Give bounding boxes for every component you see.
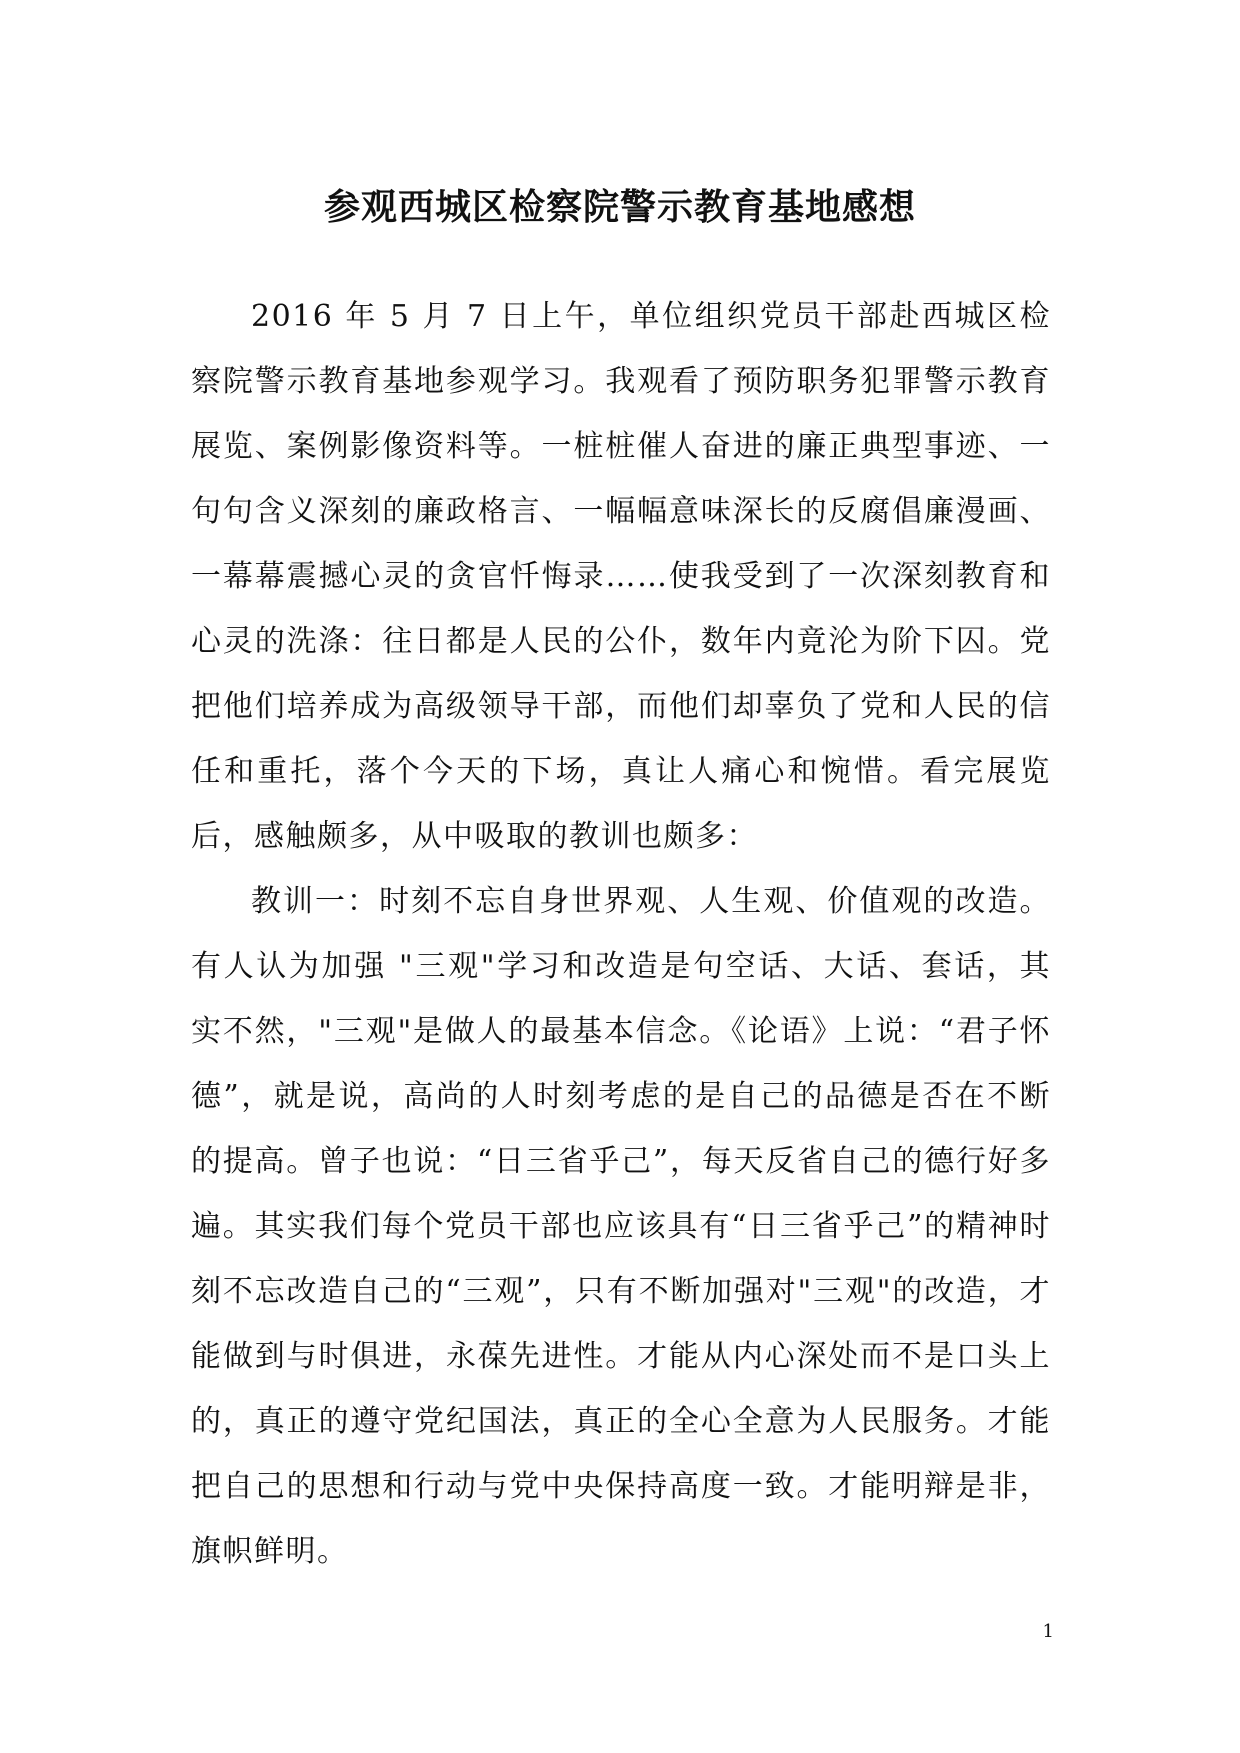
intro-paragraph: 2016 年 5 月 7 日上午，单位组织党员干部赴西城区检察院警示教育基地参观学习。我观看了预防职务犯罪警示教育展览、案例影像资料等。一桩桩催人奋进的廉正典型事迹、一句句含义深刻的廉政格言、一幅幅意味深长的反腐倡廉漫画、一幕幕震撼心灵的贪官忏悔录……使我受到了一次深刻教育和心灵的洗涤：往日都是人民的公仆，数年内竟沦为阶下囚。党把他们培养成为高级领导干部，而他们却辜负了党和人民的信任和重托，落个今天的下场，真让人痛心和惋惜。看完展览后，感触颇多，从中吸取的教训也颇多：: [191, 299, 1051, 854]
lesson-one-paragraph: 教训一：时刻不忘自身世界观、人生观、价值观的改造。有人认为加强 "三观"学习和改造是句空话、大话、套话，其实不然，"三观"是做人的最基本信念。《论语》上说：“君子怀德”，就是说，高尚的人时刻考虑的是自己的品德是否在不断的提高。曾子也说：“日三省乎己”，每天反省自己的德行好多遍。其实我们每个党员干部也应该具有“日三省乎己”的精神时刻不忘改造自己的“三观”，只有不断加强对"三观"的改造，才能做到与时俱进，永葆先进性。才能从内心深处而不是口头上的，真正的遵守党纪国法，真正的全心全意为人民服务。才能把自己的思想和行动与党中央保持高度一致。才能明辩是非，旗帜鲜明。: [191, 884, 1051, 1569]
document-body: [191, 284, 1051, 1584]
document-title: 参观西城区检察院警示教育基地感想: [323, 186, 916, 229]
page-number: 1: [1042, 1621, 1054, 1642]
